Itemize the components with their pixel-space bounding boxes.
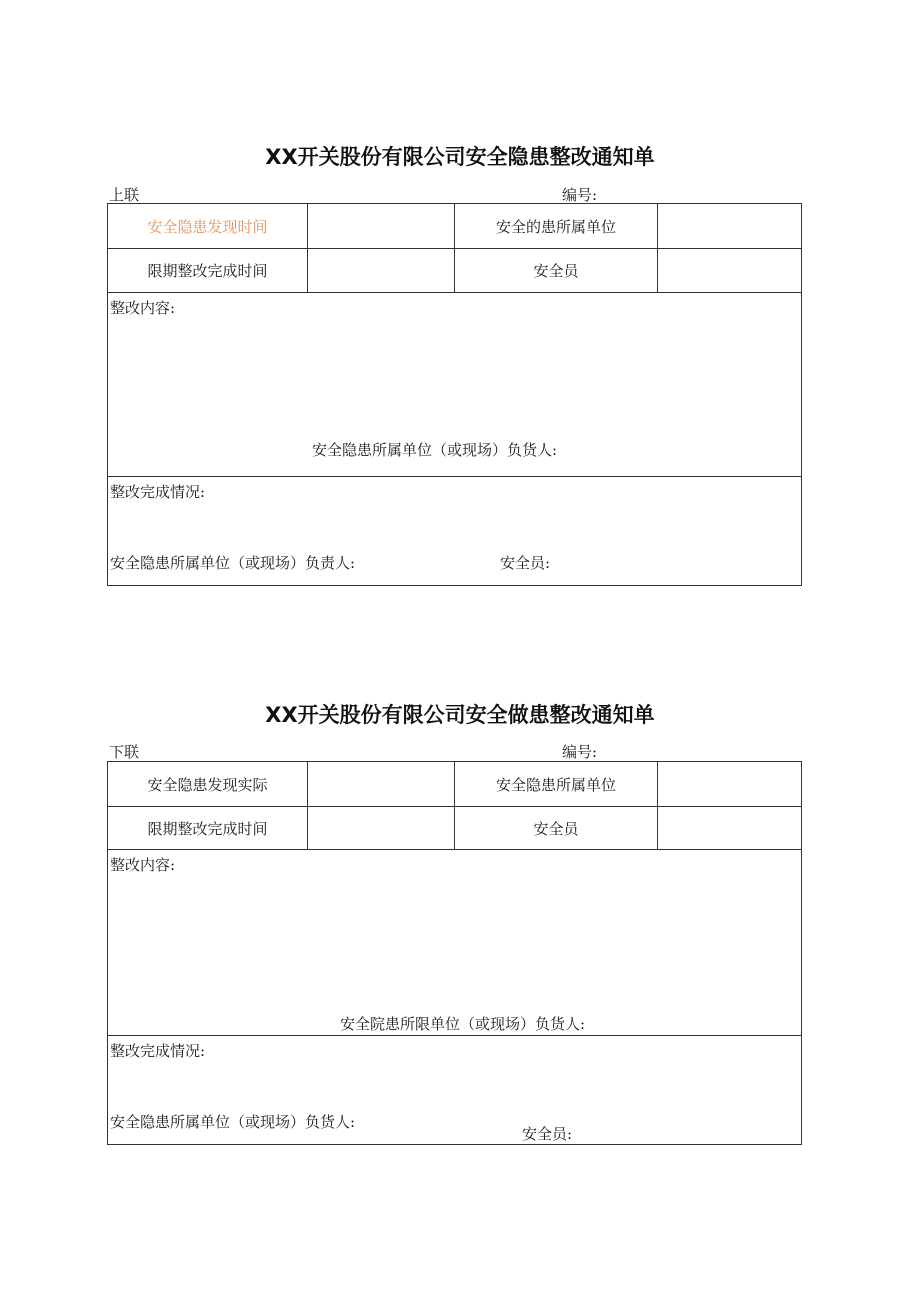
form2-deadline-label: 限期整改完成时间	[108, 807, 308, 850]
form2-row-completion	[108, 1036, 802, 1145]
form1-row-discovery	[108, 204, 802, 249]
form1-completion-sign-officer: 安全员:	[500, 554, 551, 572]
form1-row-completion	[108, 477, 802, 586]
form2-completion-sign-responsible: 安全隐患所属单位（或现场）负货人:	[110, 1113, 356, 1131]
form2-deadline-field[interactable]	[308, 807, 455, 850]
form1-title: XX开关股份有限公司安全隐患整改通知单	[265, 145, 655, 169]
form2-row-content	[108, 850, 802, 1036]
form1-row-deadline	[108, 249, 802, 293]
form1-copy-label: 上联	[109, 186, 140, 204]
form2-number-label: 编号:	[562, 743, 598, 761]
form2-completion-area[interactable]	[108, 1036, 802, 1145]
form1-officer-label: 安全员	[455, 249, 658, 293]
form1-completion-sign-responsible: 安全隐患所属单位（或现场）负责人:	[110, 554, 356, 572]
form2-content-sign: 安全院患所限单位（或现场）负货人:	[340, 1015, 586, 1033]
form2-discovery-time-label: 安全隐患发现实际	[108, 762, 308, 807]
form2-copy-label: 下联	[109, 743, 140, 761]
form2-completion-sign-officer: 安全员:	[522, 1125, 573, 1143]
form1-discovery-time-label: 安全隐患发现时间	[108, 204, 308, 249]
form1-completion-label: 整改完成情况:	[110, 483, 206, 501]
form2-content-label: 整改内容:	[110, 856, 176, 874]
form2-unit-label: 安全隐患所属单位	[455, 762, 658, 807]
form1-content-label: 整改内容:	[110, 299, 176, 317]
form2-row-discovery	[108, 762, 802, 807]
form2-discovery-time-field[interactable]	[308, 762, 455, 807]
form2-table	[107, 761, 802, 1145]
form2-row-deadline	[108, 807, 802, 850]
form2-content-area[interactable]	[108, 850, 802, 1036]
form1-unit-field[interactable]	[658, 204, 802, 249]
form2-completion-label: 整改完成情况:	[110, 1042, 206, 1060]
form2-officer-label: 安全员	[455, 807, 658, 850]
form2-title: XX开关股份有限公司安全做患整改通知单	[265, 703, 655, 727]
form1-row-content	[108, 293, 802, 477]
form1-content-sign: 安全隐患所属单位（或现场）负货人:	[312, 441, 558, 459]
form1-discovery-time-field[interactable]	[308, 204, 455, 249]
form1-table	[107, 203, 802, 586]
form2-unit-field[interactable]	[658, 762, 802, 807]
form1-deadline-field[interactable]	[308, 249, 455, 293]
form1-content-area[interactable]	[108, 293, 802, 477]
form1-officer-field[interactable]	[658, 249, 802, 293]
form1-completion-area[interactable]	[108, 477, 802, 586]
form1-number-label: 编号:	[562, 186, 598, 204]
form1-deadline-label: 限期整改完成时间	[108, 249, 308, 293]
form2-officer-field[interactable]	[658, 807, 802, 850]
form1-unit-label: 安全的患所属单位	[455, 204, 658, 249]
